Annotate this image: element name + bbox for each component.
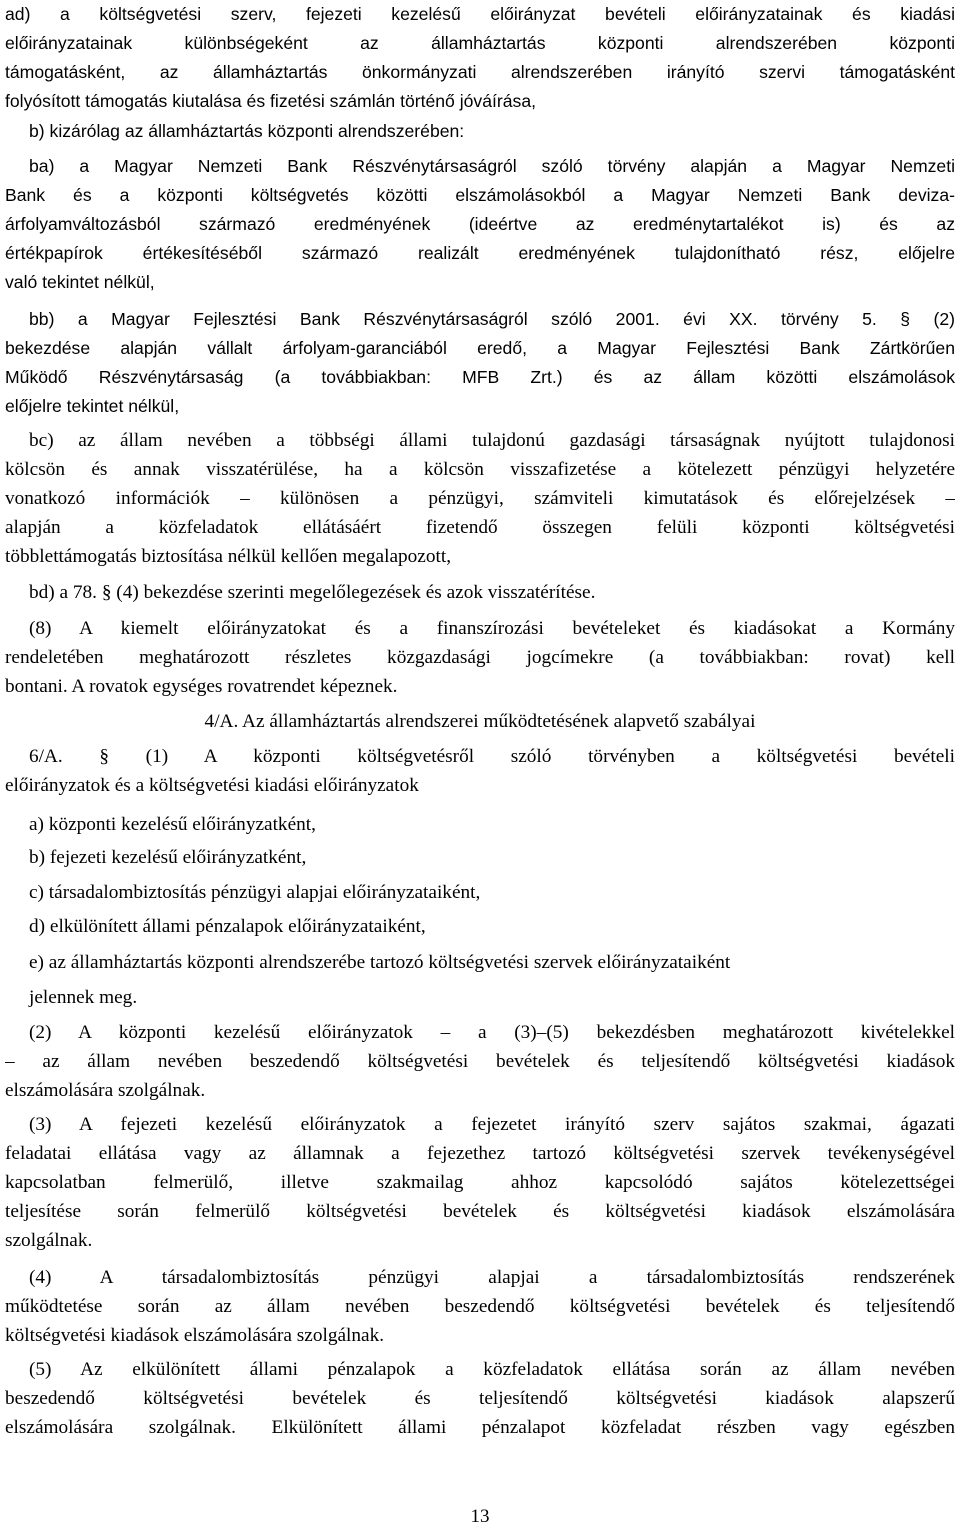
- page-number: 13: [470, 1506, 490, 1527]
- list-item-e: [5, 948, 955, 977]
- text-line: (8) A kiemelt előirányzatokat és a finanszírozási bevételeket és kiadásokat a Kormány: [29, 618, 955, 639]
- text-line: d) elkülönített állami pénzalapok előirányzataiként,: [29, 916, 426, 937]
- text-line: bc) az állam nevében a többségi állami tulajdonú gazdasági társaságnak nyújtott tulajdonosi: [29, 430, 955, 451]
- text-line: bekezdése alapján vállalt árfolyam-garanciából eredő, a Magyar Fejlesztési Bank Zártkörűen: [5, 338, 955, 358]
- text-line: e) az államháztartás központi alrendszerébe tartozó költségvetési szervek előirányzataiként: [29, 952, 731, 973]
- text-line: feladatai ellátása vagy az államnak a fejezethez tartozó költségvetési szervek tevékenységével: [5, 1143, 955, 1164]
- text-line: (2) A központi kezelésű előirányzatok – a (3)–(5) bekezdésben meghatározott kivételekkel: [29, 1022, 955, 1043]
- text-line: (3) A fejezeti kezelésű előirányzatok a fejezetet irányító szerv sajátos szakmai, ágazati: [29, 1114, 955, 1135]
- list-item-b: [5, 843, 955, 872]
- paragraph-jelennek: [5, 983, 955, 1012]
- paragraph-5: [5, 1355, 955, 1442]
- paragraph-8: [5, 614, 955, 701]
- text-line: beszedendő költségvetési bevételek és teljesítendő költségvetési kiadások alapszerű: [5, 1388, 955, 1409]
- section-heading: [5, 707, 955, 736]
- list-item-d: [5, 912, 955, 941]
- text-line: előirányzatok és a költségvetési kiadási előirányzatok: [5, 775, 419, 796]
- text-line: működtetése során az állam nevében beszedendő költségvetési bevételek és teljesítendő: [5, 1296, 955, 1317]
- text-line: b) kizárólag az államháztartás központi alrendszerében:: [29, 121, 465, 141]
- heading-text: 4/A. Az államháztartás alrendszerei működtetésének alapvető szabályai: [204, 711, 756, 732]
- text-line: kapcsolatban felmerülő, illetve szakmailag ahhoz kapcsolódó sajátos kötelezettségei: [5, 1172, 955, 1193]
- paragraph-b: [5, 117, 955, 146]
- text-line: bd) a 78. § (4) bekezdése szerinti megelőlegezések és azok visszatérítése.: [29, 582, 596, 603]
- text-line: való tekintet nélkül,: [5, 272, 155, 292]
- paragraph-ba: [5, 152, 955, 297]
- text-line: előirányzatainak különbségeként az államháztartás központi alrendszerében központi: [5, 33, 955, 53]
- text-line: b) fejezeti kezelésű előirányzatként,: [29, 847, 307, 868]
- text-line: vonatkozó információk – különösen a pénzügyi, számviteli kimutatások és előrejelzések –: [5, 488, 955, 509]
- text-line: kölcsön és annak visszatérülése, ha a kölcsön visszafizetése a kötelezett pénzügyi helyzetére: [5, 459, 955, 480]
- paragraph-2: [5, 1018, 955, 1105]
- text-line: előjelre tekintet nélkül,: [5, 396, 180, 416]
- text-line: (4) A társadalombiztosítás pénzügyi alapjai a társadalombiztosítás rendszerének: [29, 1267, 955, 1288]
- text-line: folyósított támogatás kiutalása és fizetési számlán történő jóváírása,: [5, 91, 537, 111]
- text-line: költségvetési kiadások elszámolására szolgálnak.: [5, 1325, 385, 1346]
- text-line: ba) a Magyar Nemzeti Bank Részvénytársaságról szóló törvény alapján a Magyar Nemzeti: [29, 156, 955, 176]
- text-line: (5) Az elkülönített állami pénzalapok a közfeladatok ellátása során az állam nevében: [29, 1359, 955, 1380]
- list-item-a: [5, 810, 955, 839]
- paragraph-bb: [5, 305, 955, 421]
- paragraph-bc: [5, 426, 955, 571]
- text-line: ad) a költségvetési szerv, fejezeti kezelésű előirányzat bevételi előirányzatainak és kiadási: [5, 4, 955, 24]
- text-line: bb) a Magyar Fejlesztési Bank Részvénytársaságról szóló 2001. évi XX. törvény 5. § (2): [29, 309, 955, 329]
- text-line: értékpapírok értékesítéséből származó realizált eredményének tulajdonítható rész, előjelre: [5, 243, 955, 263]
- text-line: alapján a közfeladatok ellátásáért fizetendő összegen felüli központi költségvetési: [5, 517, 955, 538]
- text-line: támogatásként, az államháztartás önkormányzati alrendszerében irányító szervi támogatásként: [5, 62, 955, 82]
- text-line: jelennek meg.: [29, 987, 138, 1008]
- paragraph-6a: [5, 742, 955, 800]
- paragraph-3: [5, 1110, 955, 1255]
- text-line: szolgálnak.: [5, 1230, 93, 1251]
- text-line: 6/A. § (1) A központi költségvetésről szóló törvényben a költségvetési bevételi: [29, 746, 955, 767]
- text-line: rendeletében meghatározott részletes közgazdasági jogcímekre (a továbbiakban: rovat) kell: [5, 647, 955, 668]
- text-line: Működő Részvénytársaság (a továbbiakban: MFB Zrt.) és az állam közötti elszámolások: [5, 367, 955, 387]
- text-line: – az állam nevében beszedendő költségvetési bevételek és teljesítendő költségvetési kiadások: [5, 1051, 955, 1072]
- paragraph-bd: [5, 578, 955, 607]
- text-line: c) társadalombiztosítás pénzügyi alapjai előirányzataiként,: [29, 882, 481, 903]
- text-line: árfolyamváltozásból származó eredményének (ideértve az eredménytartalékot is) és az: [5, 214, 955, 234]
- list-item-c: [5, 878, 955, 907]
- text-line: bontani. A rovatok egységes rovatrendet képeznek.: [5, 676, 398, 697]
- paragraph-4: [5, 1263, 955, 1350]
- text-line: többlettámogatás biztosítása nélkül kellően megalapozott,: [5, 546, 452, 567]
- text-line: teljesítése során felmerülő költségvetési bevételek és költségvetési kiadások elszámolására: [5, 1201, 955, 1222]
- text-line: elszámolására szolgálnak.: [5, 1080, 206, 1101]
- paragraph-ad: [5, 0, 955, 116]
- text-line: a) központi kezelésű előirányzatként,: [29, 814, 316, 835]
- text-line: Bank és a központi költségvetés közötti elszámolásokból a Magyar Nemzeti Bank deviza-: [5, 185, 955, 205]
- text-line: elszámolására szolgálnak. Elkülönített állami pénzalapot közfeladat részben vagy egészben: [5, 1417, 955, 1438]
